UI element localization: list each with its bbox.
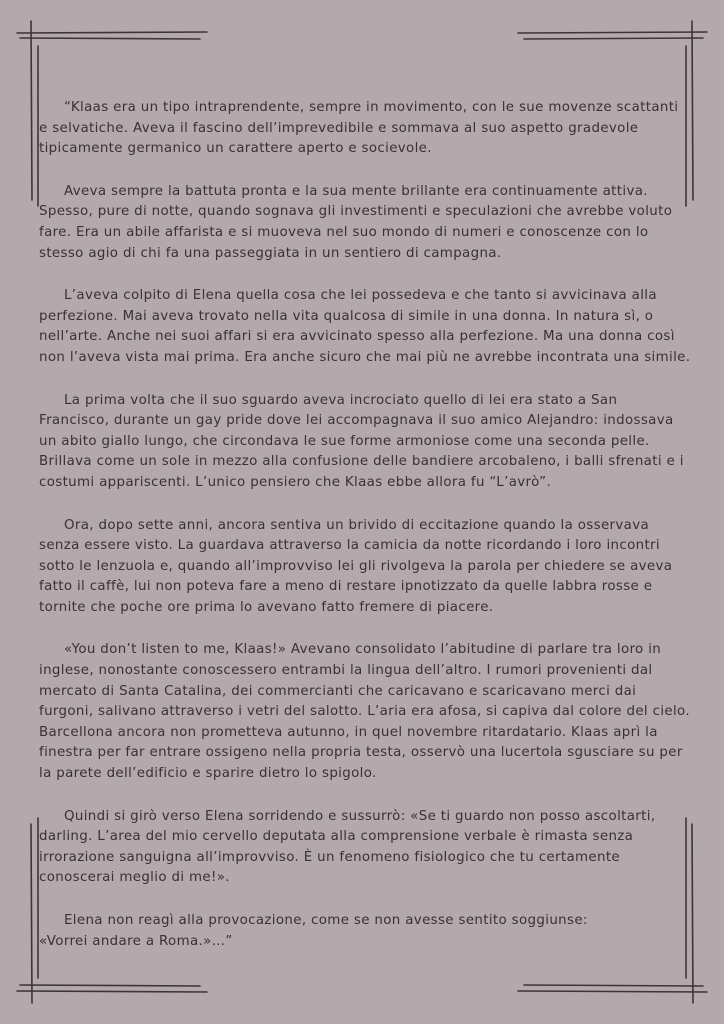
paragraph: Quindi si girò verso Elena sorridendo e sussurrò: «Se ti guardo non posso ascoltarti, darling. L’area del mio cervello deputata alla comprensione verbale è rimasta senza irrorazione sanguigna all’improvviso. È un fenomeno fisiologico che tu certamente conoscerai meglio di me!». (39, 808, 656, 886)
paragraph: “Klaas era un tipo intraprendente, sempre in movimento, con le sue movenze scattanti e selvatiche. Aveva il fascino dell’imprevedibile e sommava al suo aspetto gradevole tipicamente germanico un carattere aperto e socievole. (39, 100, 679, 157)
paragraph: La prima volta che il suo sguardo aveva incrociato quello di lei era stato a San Francisco, durante un gay pride dove lei accompagnava il suo amico Alejandro: indossava un abito giallo lungo, che circondava le sue forme armoniose come una seconda pelle. Brillava come un sole in mezzo alla confusione delle bandiere arcobaleno, i balli sfrenati e i costumi appariscenti. L’unico pensiero che Klaas ebbe allora fu “L’avrò”. (39, 392, 684, 490)
paragraph: «You don’t listen to me, Klaas!» Avevano consolidato l’abitudine di parlare tra loro in inglese, nonostante conoscessero entrambi la lingua dell’altro. I rumori provenienti dal mercato di Santa Catalina, dei commercianti che caricavano e scaricavano merci dai furgoni, salivano attraverso i vetri del salotto. L’aria era afosa, si capiva dal colore del cielo. Barcellona ancora non prometteva autunno, in quel novembre ritardatario. Klaas aprì la finestra per far entrare ossigeno nella propria testa, osservò una lucertola sgusciare su per la parete dell’edificio e sparire dietro lo spigolo. (39, 642, 690, 782)
paragraph: L’aveva colpito di Elena quella cosa che lei possedeva e che tanto si avvicinava alla perfezione. Mai aveva trovato nella vita qualcosa di simile in una donna. In natura sì, o nell’arte. Anche nei suoi affari si era avvicinato spesso alla perfezione. Ma una donna così non l’aveva vista mai prima. Era anche sicuro che mai più ne avrebbe incontrata una simile. (39, 288, 691, 365)
paragraph: Ora, dopo sette anni, ancora sentiva un brivido di eccitazione quando la osservava senza essere visto. La guardava attraverso la camicia da notte ricordando i loro incontri sotto le lenzuola e, quando all’improvviso lei gli rivolgeva la parola per chiedere se aveva fatto il caffè, lui non poteva fare a meno di restare ipnotizzato da quelle labbra rosse e tornite che poche ore prima lo avevano fatto fremere di piacere. (39, 517, 673, 615)
story-text (39, 98, 691, 952)
paragraph: Elena non reagì alla provocazione, come se non avesse sentito soggiunse: «Vorrei andare a Roma.»…” (39, 913, 588, 949)
paragraph: Aveva sempre la battuta pronta e la sua mente brillante era continuamente attiva. Spesso, pure di notte, quando sognava gli investimenti e speculazioni che avrebbe voluto fare. Era un abile affarista e si muoveva nel suo mondo di numeri e conoscenze con lo stesso agio di chi fa una passeggiata in un sentiero di campagna. (39, 183, 673, 261)
